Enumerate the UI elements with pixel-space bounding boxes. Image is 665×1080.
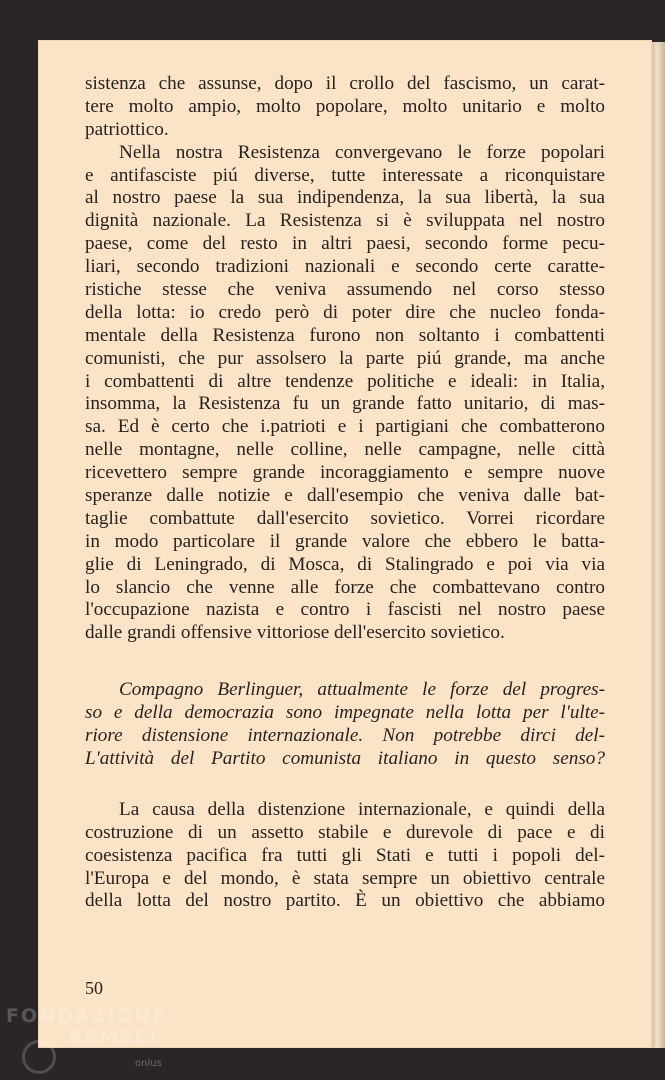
question-line: L'attività del Partito comunista italiano in questo senso? <box>85 747 605 769</box>
page-text <box>85 73 605 913</box>
answer-line: della lotta del nostro partito. È un obiettivo che abbiamo <box>85 890 605 912</box>
text-line: liari, secondo tradizioni nazionali e secondo certe caratte- <box>85 256 605 278</box>
text-line: nelle montagne, nelle colline, nelle campagne, nelle città <box>85 439 605 461</box>
watermark-g-icon <box>22 1040 56 1074</box>
text-line: al nostro paese la sua indipendenza, la sua libertà, la sua <box>85 187 605 209</box>
text-line: lo slancio che venne alle forze che combattevano contro <box>85 576 605 598</box>
text-line: glie di Leningrado, di Mosca, di Stalingrado e poi via via <box>85 553 605 575</box>
text-line: l'occupazione nazista e contro i fascisti nel nostro paese <box>85 599 605 621</box>
answer-line: La causa della distenzione internazionale, e quindi della <box>119 798 605 820</box>
answer-line: costruzione di un assetto stabile e durevole di pace e di <box>85 821 605 843</box>
watermark-line2: RAMSCI <box>68 1027 159 1048</box>
text-line: dalle grandi offensive vittoriose dell'esercito sovietico. <box>85 622 505 644</box>
text-line: in modo particolare il grande valore che ebbero le batta- <box>85 530 605 552</box>
text-line: paese, come del resto in altri paesi, secondo forme pecu- <box>85 233 605 255</box>
section-gap <box>85 771 605 799</box>
section-gap <box>85 645 605 679</box>
text-line: sistenza che assunse, dopo il crollo del fascismo, un carat- <box>85 73 605 94</box>
text-line: della lotta: io credo però di poter dire che nucleo fonda- <box>85 301 605 323</box>
text-line: Nella nostra Resistenza convergevano le forze popolari <box>119 141 605 163</box>
text-line: sa. Ed è certo che i.patrioti e i partigiani che combatterono <box>85 416 605 438</box>
text-line: comunisti, che pur assolsero la parte piú grande, ma anche <box>85 347 605 369</box>
text-line: e antifasciste piú diverse, tutte interessate a riconquistare <box>85 164 605 186</box>
text-line: ricevettero sempre grande incoraggiamento e sempre nuove <box>85 462 605 484</box>
text-line: speranze dalle notizie e dall'esempio che veniva dalle bat- <box>85 485 605 507</box>
question-line: so e della democrazia sono impegnate nella lotta per l'ulte- <box>85 702 605 724</box>
text-line: i combattenti di altre tendenze politiche e ideali: in Italia, <box>85 370 605 392</box>
text-line: dignità nazionale. La Resistenza si è sviluppata nel nostro <box>85 210 605 232</box>
text-line: mentale della Resistenza furono non soltanto i combattenti <box>85 324 605 346</box>
question-line: Compagno Berlinguer, attualmente le forze del progres- <box>119 679 605 701</box>
page-edge <box>652 42 665 1048</box>
text-line: insomma, la Resistenza fu un grande fatto unitario, di mas- <box>85 393 605 415</box>
text-line: patriottico. <box>85 118 169 140</box>
watermark-onlus: onlus <box>135 1058 162 1069</box>
question-line: riore distensione internazionale. Non potrebbe dirci del- <box>85 725 605 747</box>
answer-line: coesistenza pacifica fra tutti gli Stati e tutti i popoli del- <box>85 844 605 866</box>
page-number: 50 <box>85 978 103 998</box>
text-line: tere molto ampio, molto popolare, molto unitario e molto <box>85 95 605 117</box>
watermark-line1: FONDAZIONE <box>6 1005 168 1027</box>
text-line: ristiche stesse che veniva assumendo nel corso stesso <box>85 279 605 301</box>
text-line: taglie combattute dall'esercito sovietico. Vorrei ricordare <box>85 507 605 529</box>
answer-line: l'Europa e del mondo, è stata sempre un obiettivo centrale <box>85 867 605 889</box>
